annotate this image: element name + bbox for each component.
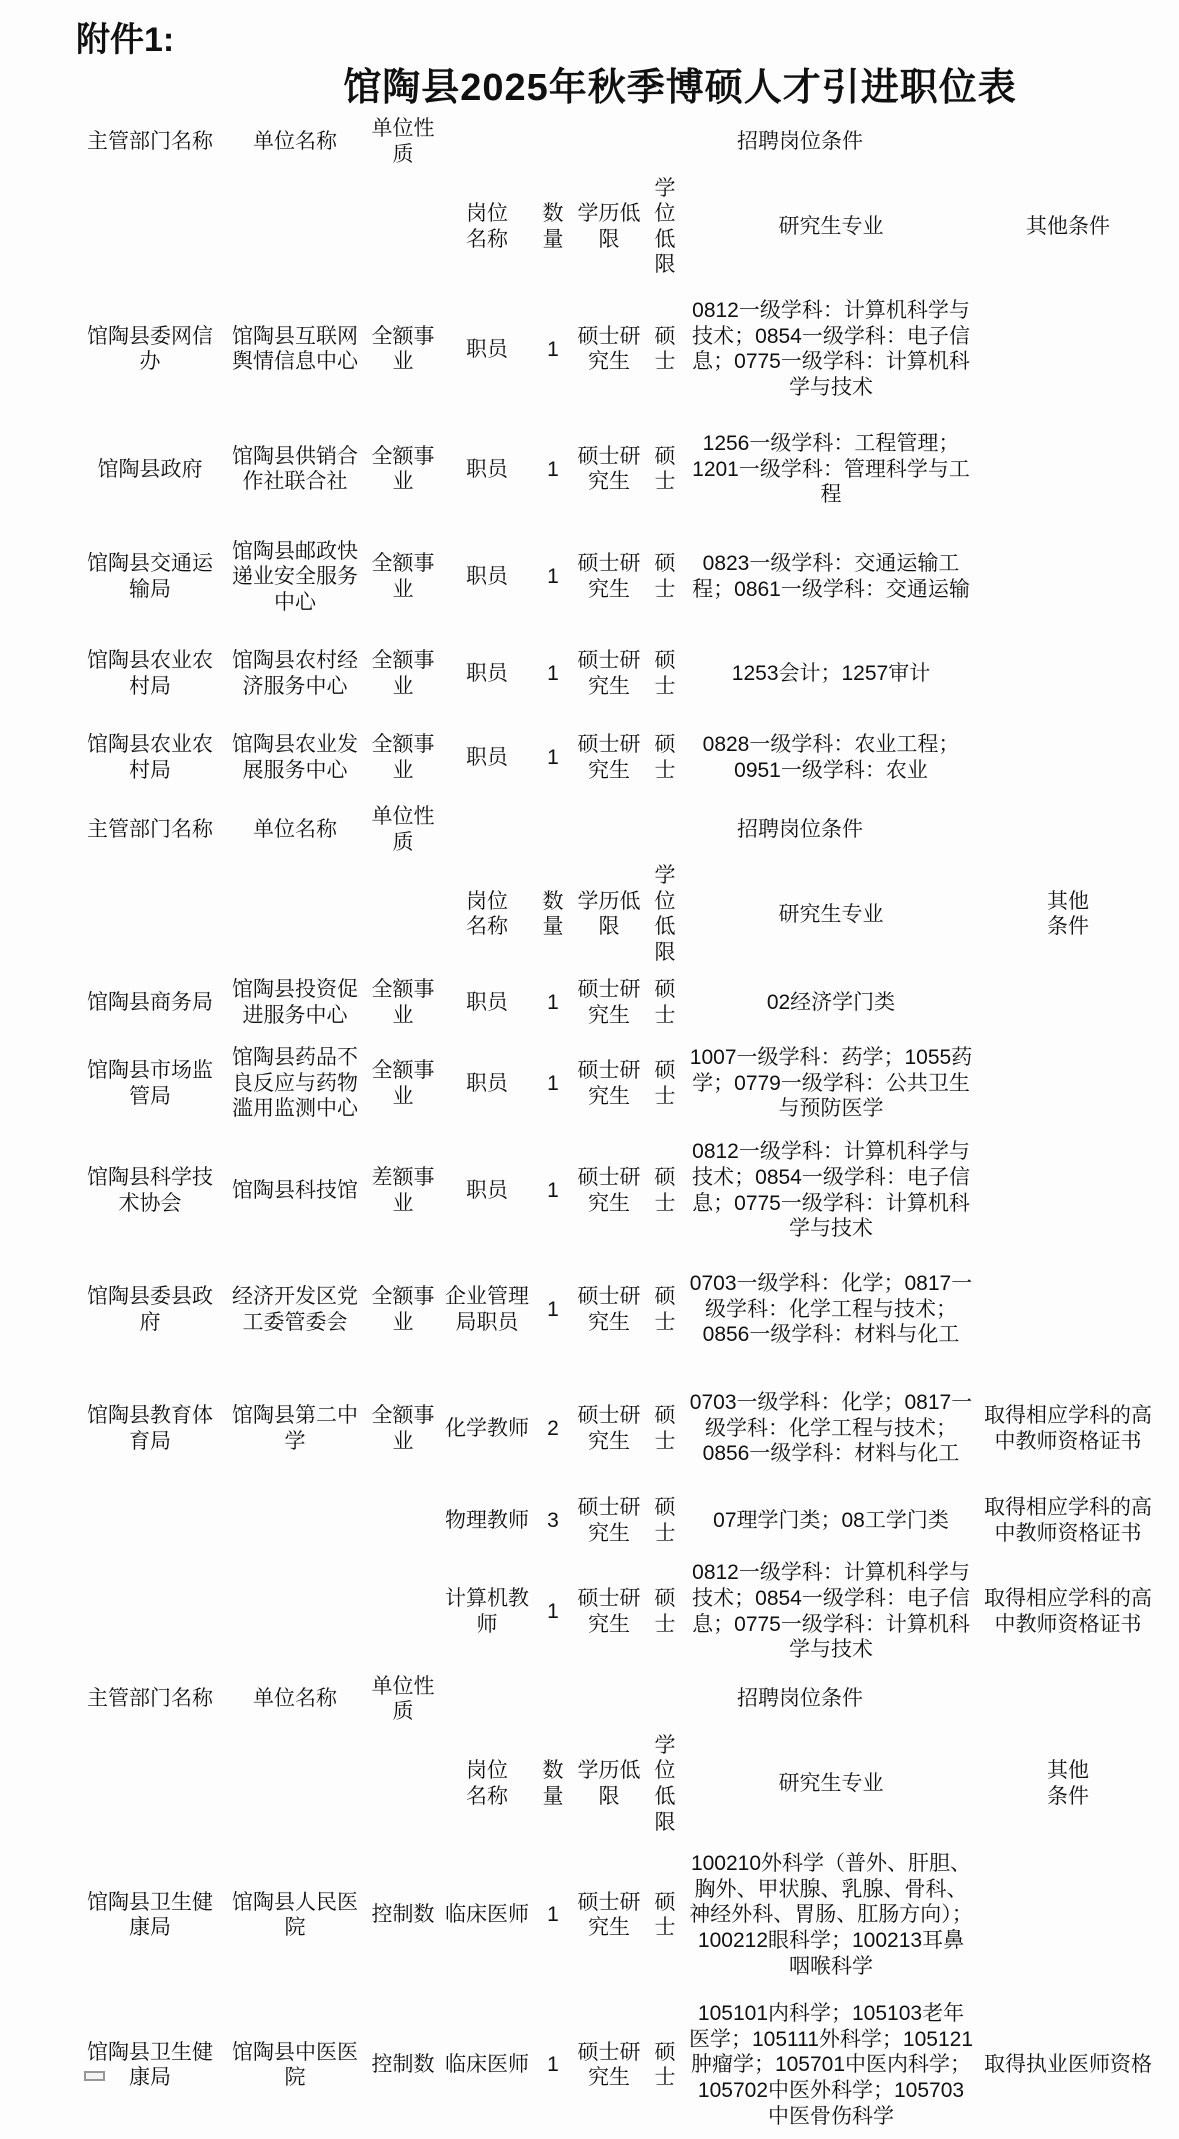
header-unit: 单位名称 <box>253 130 337 154</box>
cell-other <box>977 1250 1159 1370</box>
header-spacer <box>75 1729 225 1839</box>
header-conditions-group: 招聘岗位条件 <box>737 817 863 841</box>
header-post: 岗位名称 <box>465 889 508 939</box>
cell-degree: 硕士 <box>654 1587 676 1636</box>
table-header-row-groups <box>75 1670 1159 1729</box>
header-major: 研究生专业 <box>778 1772 884 1796</box>
cell-education: 硕士研究生 <box>577 1166 641 1215</box>
cell-education: 硕士研究生 <box>577 1059 641 1108</box>
cell-unit <box>225 1554 365 1670</box>
cell-nature: 全额事业 <box>371 324 435 374</box>
cell-dept: 馆陶县委网信办 <box>87 324 213 374</box>
header-count: 数量 <box>542 202 564 251</box>
cell-other <box>977 282 1159 417</box>
header-count: 数量 <box>542 1759 564 1809</box>
cell-major: 105101内科学；105103老年医学；105111外科学；105121肿瘤学；105701中医内科学；105702中医外科学；105703中医骨伤科学 <box>688 2002 974 2128</box>
header-other: 其他条件 <box>1046 889 1089 939</box>
cell-other <box>977 716 1159 800</box>
header-major: 研究生专业 <box>778 902 884 926</box>
position-row <box>75 1036 1159 1132</box>
cell-education: 硕士研究生 <box>577 1890 641 1940</box>
cell-other <box>977 1132 1159 1250</box>
cell-major: 0812一级学科：计算机科学与技术；0854一级学科：电子信息；0775一级学科：计算机科学与技术 <box>692 1140 970 1241</box>
cell-nature: 全额事业 <box>371 733 435 782</box>
cell-major: 0828一级学科：农业工程；0951一级学科：农业 <box>702 733 960 782</box>
cell-count: 1 <box>547 1599 559 1623</box>
header-nature: 单位性质 <box>371 117 435 166</box>
cell-count: 1 <box>547 1071 559 1095</box>
cell-education: 硕士研究生 <box>577 324 641 374</box>
cell-education: 硕士研究生 <box>577 552 641 601</box>
cell-count: 1 <box>547 1178 559 1202</box>
cell-education: 硕士研究生 <box>577 2040 641 2090</box>
cell-unit: 馆陶县第二中学 <box>232 1404 358 1453</box>
cell-unit: 馆陶县供销合作社联合社 <box>232 444 358 494</box>
header-dept: 主管部门名称 <box>87 130 213 154</box>
cell-dept: 馆陶县政府 <box>97 457 203 481</box>
header-spacer <box>365 859 441 969</box>
cell-post: 职员 <box>466 990 508 1014</box>
header-spacer <box>365 1729 441 1839</box>
cell-nature: 全额事业 <box>371 1059 435 1108</box>
cell-count: 3 <box>547 1508 559 1532</box>
cell-nature: 全额事业 <box>371 978 435 1027</box>
cell-degree: 硕士 <box>654 1166 676 1215</box>
cell-other <box>977 417 1159 522</box>
cell-major: 0703一级学科：化学；0817一级学科：化学工程与技术；0856一级学科：材料与化工 <box>689 1391 973 1466</box>
header-conditions-group: 招聘岗位条件 <box>737 130 863 154</box>
cell-nature: 控制数 <box>371 2053 435 2077</box>
cell-unit: 馆陶县科技馆 <box>232 1178 358 1202</box>
cell-major: 100210外科学（普外、肝胆、胸外、甲状腺、乳腺、骨科、神经外科、胃肠、肛肠方向）；100212眼科学；100213耳鼻咽喉科学 <box>689 1852 973 1978</box>
header-spacer <box>225 172 365 282</box>
cell-unit: 经济开发区党工委管委会 <box>232 1285 358 1334</box>
cell-other <box>977 1839 1159 1991</box>
cell-post: 职员 <box>466 337 508 361</box>
header-degree: 学位低限 <box>654 176 676 277</box>
cell-education: 硕士研究生 <box>577 978 641 1027</box>
cell-degree: 硕士 <box>654 324 676 374</box>
cell-count: 1 <box>547 662 559 686</box>
cell-other: 取得相应学科的高中教师资格证书 <box>984 1587 1152 1636</box>
cell-unit <box>225 1488 365 1554</box>
header-major: 研究生专业 <box>778 214 884 238</box>
cell-post: 临床医师 <box>445 1903 529 1927</box>
cell-other: 取得相应学科的高中教师资格证书 <box>984 1496 1152 1545</box>
cell-unit: 馆陶县投资促进服务中心 <box>232 978 358 1027</box>
cell-unit: 馆陶县邮政快递业安全服务中心 <box>232 539 358 614</box>
cell-count: 1 <box>547 2053 559 2077</box>
table-header-row-groups <box>75 112 1159 171</box>
cell-post: 职员 <box>466 1071 508 1095</box>
cell-major: 0823一级学科：交通运输工程；0861一级学科：交通运输 <box>692 552 970 601</box>
cell-count: 1 <box>547 457 559 481</box>
header-degree: 学位低限 <box>654 864 676 964</box>
cell-major: 0812一级学科：计算机科学与技术；0854一级学科：电子信息；0775一级学科：计算机科学与技术 <box>692 1561 970 1662</box>
document-body <box>0 112 1179 2139</box>
cell-other: 取得相应学科的高中教师资格证书 <box>984 1404 1152 1453</box>
cell-unit: 馆陶县农业发展服务中心 <box>232 733 358 782</box>
cell-dept <box>75 1488 225 1554</box>
cell-unit: 馆陶县农村经济服务中心 <box>232 649 358 698</box>
cell-nature <box>365 1554 441 1670</box>
cell-education: 硕士研究生 <box>577 1587 641 1636</box>
cell-post: 临床医师 <box>445 2053 529 2077</box>
page-title: 馆陶县2025年秋季博硕人才引进职位表 <box>343 66 1017 109</box>
header-spacer <box>225 1729 365 1839</box>
cell-nature: 控制数 <box>371 1903 435 1927</box>
header-spacer <box>75 859 225 969</box>
header-education: 学历低限 <box>577 1759 641 1809</box>
cell-count: 1 <box>547 337 559 361</box>
cell-post: 职员 <box>466 1178 508 1202</box>
header-count: 数量 <box>542 889 564 939</box>
cell-other <box>977 522 1159 632</box>
position-row <box>75 1132 1159 1250</box>
header-post: 岗位名称 <box>465 1759 508 1809</box>
cell-nature: 全额事业 <box>371 444 435 494</box>
header-dept: 主管部门名称 <box>87 1687 213 1711</box>
cell-dept: 馆陶县农业农村局 <box>87 733 213 782</box>
cell-count: 1 <box>547 1903 559 1927</box>
cell-post: 职员 <box>466 565 508 589</box>
cell-degree: 硕士 <box>654 2040 676 2090</box>
cell-count: 1 <box>547 565 559 589</box>
cell-post: 计算机教师 <box>445 1587 529 1636</box>
cell-degree: 硕士 <box>654 444 676 494</box>
cell-education: 硕士研究生 <box>577 1404 641 1453</box>
header-conditions-group: 招聘岗位条件 <box>737 1687 863 1711</box>
cell-unit: 馆陶县中医医院 <box>232 2040 358 2090</box>
position-row <box>75 1839 1159 1991</box>
cell-nature: 全额事业 <box>371 552 435 601</box>
cell-other <box>977 1036 1159 1132</box>
cell-count: 1 <box>547 990 559 1014</box>
position-row <box>75 632 1159 716</box>
header-nature: 单位性质 <box>371 1674 435 1724</box>
cell-dept <box>75 1554 225 1670</box>
cell-degree: 硕士 <box>654 1496 676 1545</box>
header-unit: 单位名称 <box>253 1687 337 1711</box>
positions-table <box>75 800 1159 1670</box>
header-nature: 单位性质 <box>371 804 435 854</box>
cell-degree: 硕士 <box>654 552 676 601</box>
cell-education: 硕士研究生 <box>577 1285 641 1334</box>
positions-table <box>75 112 1159 800</box>
cell-dept: 馆陶县委县政府 <box>87 1285 213 1334</box>
cell-dept: 馆陶县卫生健康局 <box>87 1890 213 1940</box>
header-education: 学历低限 <box>577 889 641 939</box>
cell-education: 硕士研究生 <box>577 733 641 782</box>
cell-major: 0703一级学科：化学；0817一级学科：化学工程与技术；0856一级学科：材料与化工 <box>689 1272 973 1347</box>
cell-nature: 全额事业 <box>371 1285 435 1334</box>
cell-other <box>977 632 1159 716</box>
cell-major: 1007一级学科：药学；1055药学；0779一级学科：公共卫生与预防医学 <box>689 1046 973 1121</box>
cell-dept: 馆陶县农业农村局 <box>87 649 213 698</box>
header-other: 其他条件 <box>1026 214 1110 238</box>
position-row <box>75 1250 1159 1370</box>
header-degree: 学位低限 <box>654 1733 676 1834</box>
cell-post: 物理教师 <box>445 1508 529 1532</box>
header-spacer <box>225 859 365 969</box>
cell-unit: 馆陶县药品不良反应与药物滥用监测中心 <box>232 1046 358 1121</box>
cell-nature <box>365 1488 441 1554</box>
cell-dept: 馆陶县市场监管局 <box>87 1059 213 1108</box>
cell-post: 化学教师 <box>445 1416 529 1440</box>
position-row <box>75 282 1159 417</box>
position-row <box>75 970 1159 1036</box>
cell-count: 1 <box>547 746 559 770</box>
cell-dept: 馆陶县商务局 <box>87 990 213 1014</box>
cell-degree: 硕士 <box>654 733 676 782</box>
cell-education: 硕士研究生 <box>577 1496 641 1545</box>
cell-degree: 硕士 <box>654 1890 676 1940</box>
cell-post: 职员 <box>466 457 508 481</box>
header-post: 岗位名称 <box>465 202 508 251</box>
position-row <box>75 1554 1159 1670</box>
cell-post: 企业管理局职员 <box>445 1285 529 1334</box>
table-header-row-fields <box>75 859 1159 969</box>
cell-dept: 馆陶县教育体育局 <box>87 1404 213 1453</box>
cell-post: 职员 <box>466 662 508 686</box>
position-row <box>75 417 1159 522</box>
attachment-label: 附件1: <box>76 21 175 59</box>
cell-count: 2 <box>547 1416 559 1440</box>
position-row <box>75 1488 1159 1554</box>
position-row <box>75 522 1159 632</box>
cell-degree: 硕士 <box>654 649 676 698</box>
cell-degree: 硕士 <box>654 1404 676 1453</box>
cell-unit: 馆陶县互联网舆情信息中心 <box>232 324 358 374</box>
cell-nature: 全额事业 <box>371 649 435 698</box>
cell-education: 硕士研究生 <box>577 444 641 494</box>
cell-nature: 差额事业 <box>371 1166 435 1215</box>
positions-table <box>75 1670 1159 2139</box>
cell-dept: 馆陶县卫生健康局 <box>87 2040 213 2090</box>
table-header-row-fields <box>75 172 1159 282</box>
table-header-row-groups <box>75 800 1159 859</box>
header-unit: 单位名称 <box>253 817 337 841</box>
cell-unit: 馆陶县人民医院 <box>232 1890 358 1940</box>
cell-degree: 硕士 <box>654 1059 676 1108</box>
cell-major: 07理学门类；08工学门类 <box>713 1508 949 1532</box>
cell-major: 0812一级学科：计算机科学与技术；0854一级学科：电子信息；0775一级学科：计算机科学与技术 <box>692 299 970 400</box>
position-row <box>75 1370 1159 1488</box>
position-row <box>75 1991 1159 2139</box>
position-row <box>75 716 1159 800</box>
header-education: 学历低限 <box>577 202 641 251</box>
cell-degree: 硕士 <box>654 1285 676 1334</box>
cell-major: 1253会计；1257审计 <box>731 662 931 686</box>
cell-count: 1 <box>547 1297 559 1321</box>
cell-other: 取得执业医师资格 <box>984 2053 1152 2077</box>
header-spacer <box>365 172 441 282</box>
cell-nature: 全额事业 <box>371 1404 435 1453</box>
cell-dept: 馆陶县交通运输局 <box>87 552 213 601</box>
cell-post: 职员 <box>466 746 508 770</box>
cell-dept: 馆陶县科学技术协会 <box>87 1166 213 1215</box>
header-dept: 主管部门名称 <box>87 817 213 841</box>
table-header-row-fields <box>75 1729 1159 1839</box>
header-other: 其他条件 <box>1046 1759 1089 1809</box>
cell-other <box>977 970 1159 1036</box>
header-spacer <box>75 172 225 282</box>
cell-education: 硕士研究生 <box>577 649 641 698</box>
cell-degree: 硕士 <box>654 978 676 1027</box>
cell-major: 02经济学门类 <box>766 990 896 1014</box>
cell-major: 1256一级学科：工程管理；1201一级学科：管理科学与工程 <box>692 432 970 507</box>
